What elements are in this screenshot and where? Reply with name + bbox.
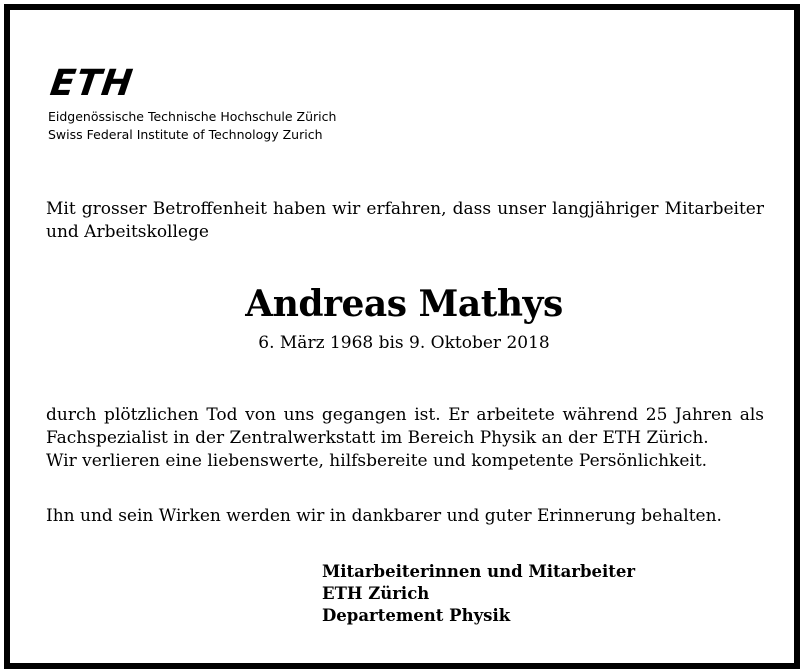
signature-line-3: Departement Physik — [322, 606, 511, 625]
signature-line-1: Mitarbeiterinnen und Mitarbeiter — [322, 562, 636, 581]
intro-paragraph — [46, 198, 764, 244]
intro-line-2: und Arbeitskollege — [46, 222, 209, 242]
obituary-notice — [4, 4, 800, 669]
body-paragraph — [46, 404, 764, 473]
signature-block — [322, 561, 635, 627]
closing-paragraph: Ihn und sein Wirken werden wir in dankbarer und guter Erinnerung behalten. — [46, 506, 722, 526]
body-line-3: Wir verlieren eine liebenswerte, hilfsbereite und kompetente Persönlichkeit. — [46, 451, 708, 471]
intro-line-1: Mit grosser Betroffenheit haben wir erfahren, dass unser langjähriger Mitarbeiter — [46, 199, 764, 219]
deceased-name: Andreas Mathys — [245, 283, 563, 325]
body-line-1: durch plötzlichen Tod von uns gegangen ist. Er arbeitete während 25 Jahren als — [46, 405, 764, 425]
signature-line-2: ETH Zürich — [322, 584, 430, 603]
institution-name-de: Eidgenössische Technische Hochschule Zürich — [48, 109, 337, 124]
institution-name-en: Swiss Federal Institute of Technology Zurich — [48, 127, 323, 142]
body-line-2: Fachspezialist in der Zentralwerkstatt im Bereich Physik an der ETH Zürich. — [46, 428, 709, 448]
life-dates: 6. März 1968 bis 9. Oktober 2018 — [258, 333, 550, 353]
eth-logo: ETH — [47, 63, 136, 104]
